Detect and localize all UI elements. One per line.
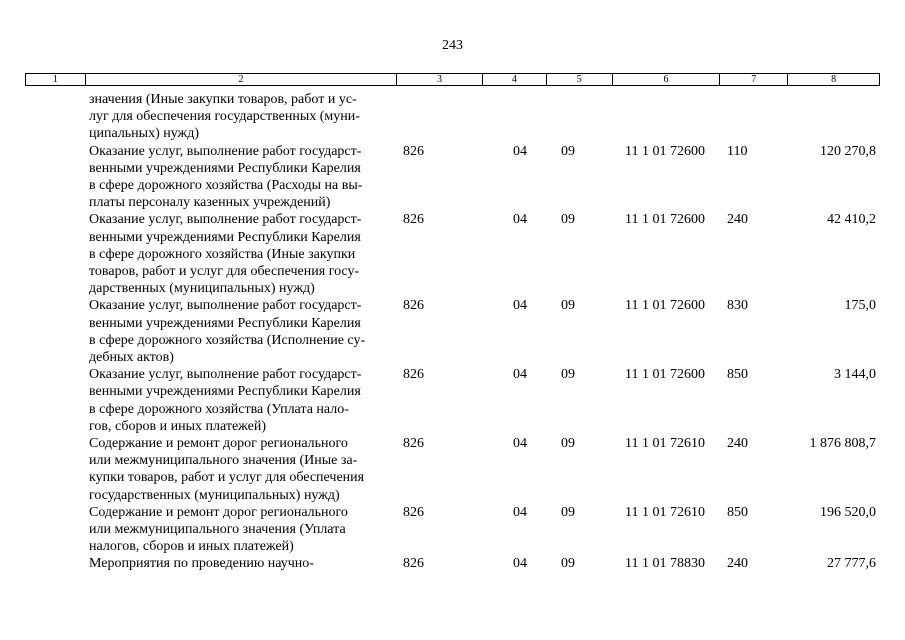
cell-expense-type: 240 [727, 436, 748, 452]
cell-amount: 3 144,0 [834, 367, 876, 383]
table-row [25, 143, 880, 212]
cell-expense-type: 850 [727, 367, 748, 383]
table-row [25, 555, 880, 572]
cell-target-article: 11 1 01 72600 [625, 212, 705, 228]
cell-col-1 [25, 211, 85, 297]
cell-section: 04 [513, 367, 527, 383]
cell-ministry: 826 [403, 367, 424, 383]
cell-col-1 [25, 297, 85, 366]
cell-section: 04 [513, 143, 527, 159]
cell-ministry: 826 [403, 556, 424, 572]
header-col-4: 4 [483, 74, 547, 85]
table-row [25, 297, 880, 366]
cell-expense-type: 240 [727, 212, 748, 228]
cell-col-1 [25, 504, 85, 556]
header-col-2: 2 [86, 74, 397, 85]
cell-section: 04 [513, 298, 527, 314]
page-number: 243 [442, 38, 463, 53]
cell-target-article: 11 1 01 78830 [625, 556, 705, 572]
header-col-6: 6 [613, 74, 721, 85]
cell-ministry [397, 91, 483, 143]
cell-expense-type: 830 [727, 298, 748, 314]
cell-ministry: 826 [403, 212, 424, 228]
cell-target-article: 11 1 01 72600 [625, 367, 705, 383]
cell-target-article: 11 1 01 72600 [625, 298, 705, 314]
cell-subsection: 09 [561, 298, 575, 314]
header-col-7: 7 [720, 74, 788, 85]
cell-subsection: 09 [561, 436, 575, 452]
cell-amount [789, 91, 880, 143]
cell-subsection: 09 [561, 212, 575, 228]
cell-name: Мероприятия по проведению научно- [89, 556, 314, 572]
table-row [25, 91, 880, 143]
cell-target-article: 11 1 01 72610 [625, 504, 705, 520]
cell-col-1 [25, 366, 85, 435]
cell-ministry: 826 [403, 436, 424, 452]
header-col-3: 3 [397, 74, 483, 85]
cell-expense-type: 110 [727, 143, 748, 159]
cell-subsection: 09 [561, 556, 575, 572]
cell-col-1 [25, 143, 85, 212]
table-row [25, 435, 880, 504]
cell-target-article: 11 1 01 72610 [625, 436, 705, 452]
cell-section [483, 91, 547, 143]
cell-amount: 175,0 [844, 298, 876, 314]
cell-subsection: 09 [561, 143, 575, 159]
cell-amount: 42 410,2 [827, 212, 876, 228]
cell-name: значения (Иные закупки товаров, работ и ус- луг для обеспечения государственных (муни- ципальных) нужд) [89, 92, 360, 142]
cell-target-article [613, 91, 721, 143]
cell-amount: 27 777,6 [827, 556, 876, 572]
cell-expense-type: 850 [727, 504, 748, 520]
cell-amount: 120 270,8 [820, 143, 876, 159]
table-header [25, 73, 880, 86]
cell-expense-type [721, 91, 789, 143]
cell-section: 04 [513, 212, 527, 228]
cell-amount: 1 876 808,7 [809, 436, 876, 452]
cell-col-1 [25, 555, 85, 572]
cell-amount: 196 520,0 [820, 504, 876, 520]
cell-section: 04 [513, 504, 527, 520]
cell-col-1 [25, 91, 85, 143]
cell-target-article: 11 1 01 72600 [625, 143, 705, 159]
table-row [25, 211, 880, 297]
cell-section: 04 [513, 436, 527, 452]
cell-col-1 [25, 435, 85, 504]
cell-name: Содержание и ремонт дорог регионального или межмуниципального значения (Иные за- купки товаров, работ и услуг для обеспечения государственных (муниципальных) нужд) [89, 436, 365, 503]
cell-subsection: 09 [561, 367, 575, 383]
cell-name: Оказание услуг, выполнение работ государст- венными учреждениями Республики Карелия в сфере дорожного хозяйства (Иные закупки товаров, работ и услуг для обеспечения госу- дарственных (муниципальных) нужд) [89, 212, 362, 297]
cell-subsection [547, 91, 613, 143]
cell-ministry: 826 [403, 504, 424, 520]
cell-subsection: 09 [561, 504, 575, 520]
cell-expense-type: 240 [727, 556, 748, 572]
cell-name: Оказание услуг, выполнение работ государст- венными учреждениями Республики Карелия в сфере дорожного хозяйства (Исполнение су- дебных актов) [89, 298, 366, 366]
cell-ministry: 826 [403, 143, 424, 159]
table-row [25, 366, 880, 435]
cell-ministry: 826 [403, 298, 424, 314]
table-body [25, 91, 880, 573]
header-col-1: 1 [26, 74, 86, 85]
table-row [25, 504, 880, 556]
cell-name: Содержание и ремонт дорог регионального или межмуниципального значения (Уплата налогов, сборов и иных платежей) [89, 504, 348, 555]
header-col-8: 8 [831, 74, 837, 85]
cell-name: Оказание услуг, выполнение работ государст- венными учреждениями Республики Карелия в сфере дорожного хозяйства (Уплата нало- гов, сборов и иных платежей) [89, 367, 362, 434]
cell-name: Оказание услуг, выполнение работ государст- венными учреждениями Республики Карелия в сфере дорожного хозяйства (Расходы на вы- платы персоналу казенных учреждений) [89, 143, 363, 211]
cell-section: 04 [513, 556, 527, 572]
header-col-5: 5 [547, 74, 613, 85]
